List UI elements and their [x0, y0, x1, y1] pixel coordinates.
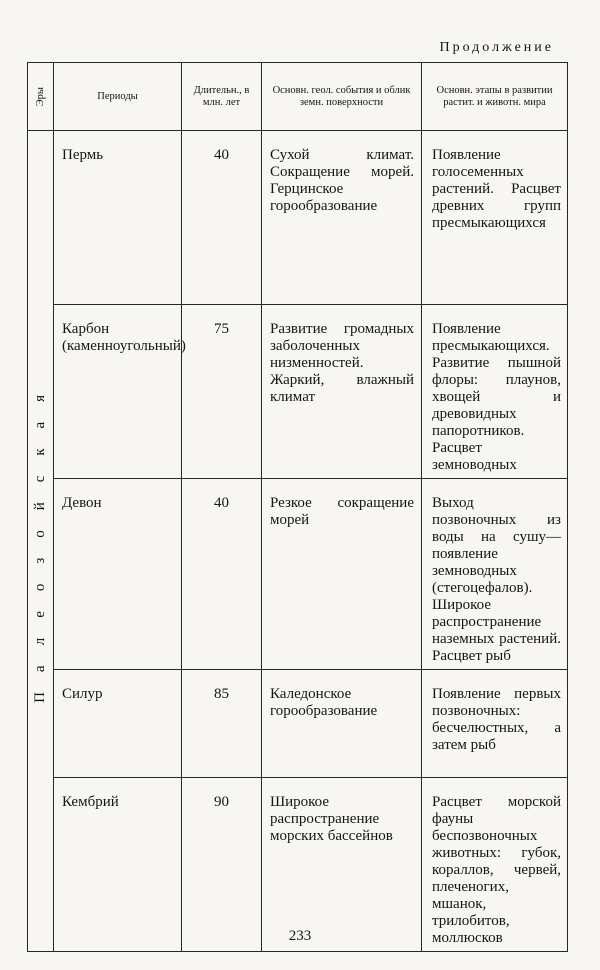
biology-cell: Расцвет морской фауны беспозвоночных животных: губок, кораллов, червей, плеченогих, мшанок, трилобитов, моллюсков: [422, 778, 568, 952]
duration-cell: 40: [182, 479, 262, 670]
duration-cell: 40: [182, 131, 262, 305]
header-biology: Основн. этапы в развитии растит. и животн. мира: [422, 63, 568, 131]
header-geology: Основн. геол. события и облик земн. поверхности: [262, 63, 422, 131]
geology-cell: Резкое сокращение морей: [262, 479, 422, 670]
continuation-label: Продолжение: [439, 40, 554, 55]
geology-cell: Развитие громадных заболоченных низменностей. Жаркий, влажный климат: [262, 305, 422, 479]
table-row: [28, 479, 568, 670]
period-cell: Пермь: [54, 131, 182, 305]
table-row: [28, 670, 568, 778]
era-cell: [28, 131, 54, 952]
geology-cell: Каледонское горообразование: [262, 670, 422, 778]
header-duration: Длительн., в млн. лет: [182, 63, 262, 131]
table-row: [28, 778, 568, 952]
duration-cell: 90: [182, 778, 262, 952]
duration-cell: 75: [182, 305, 262, 479]
geology-cell: Широкое распространение морских бассейнов: [262, 778, 422, 952]
table-row: [28, 131, 568, 305]
biology-cell: Выход позвоночных из воды на сушу— появление земноводных (стегоцефалов). Широкое распространение наземных растений. Расцвет рыб: [422, 479, 568, 670]
table-row: [28, 305, 568, 479]
header-row: [28, 63, 568, 131]
biology-cell: Появление первых позвоночных: бесчелюстных, а затем рыб: [422, 670, 568, 778]
duration-cell: 85: [182, 670, 262, 778]
period-cell: Кембрий: [54, 778, 182, 952]
geologic-table: [27, 62, 568, 952]
biology-cell: Появление голосеменных растений. Расцвет древних групп пресмыкающихся: [422, 131, 568, 305]
page-number: 233: [288, 928, 312, 944]
header-era: Эры: [28, 63, 54, 131]
biology-cell: Появление пресмыкающихся. Развитие пышной флоры: плаунов, хвощей и древовидных папоротников. Расцвет земноводных: [422, 305, 568, 479]
period-cell: Силур: [54, 670, 182, 778]
era-name: Палеозойская: [32, 374, 48, 703]
period-cell: Девон: [54, 479, 182, 670]
period-cell: Карбон (каменноугольный): [54, 305, 182, 479]
geology-cell: Сухой климат. Сокращение морей. Герцинское горообразование: [262, 131, 422, 305]
header-period: Периоды: [54, 63, 182, 131]
